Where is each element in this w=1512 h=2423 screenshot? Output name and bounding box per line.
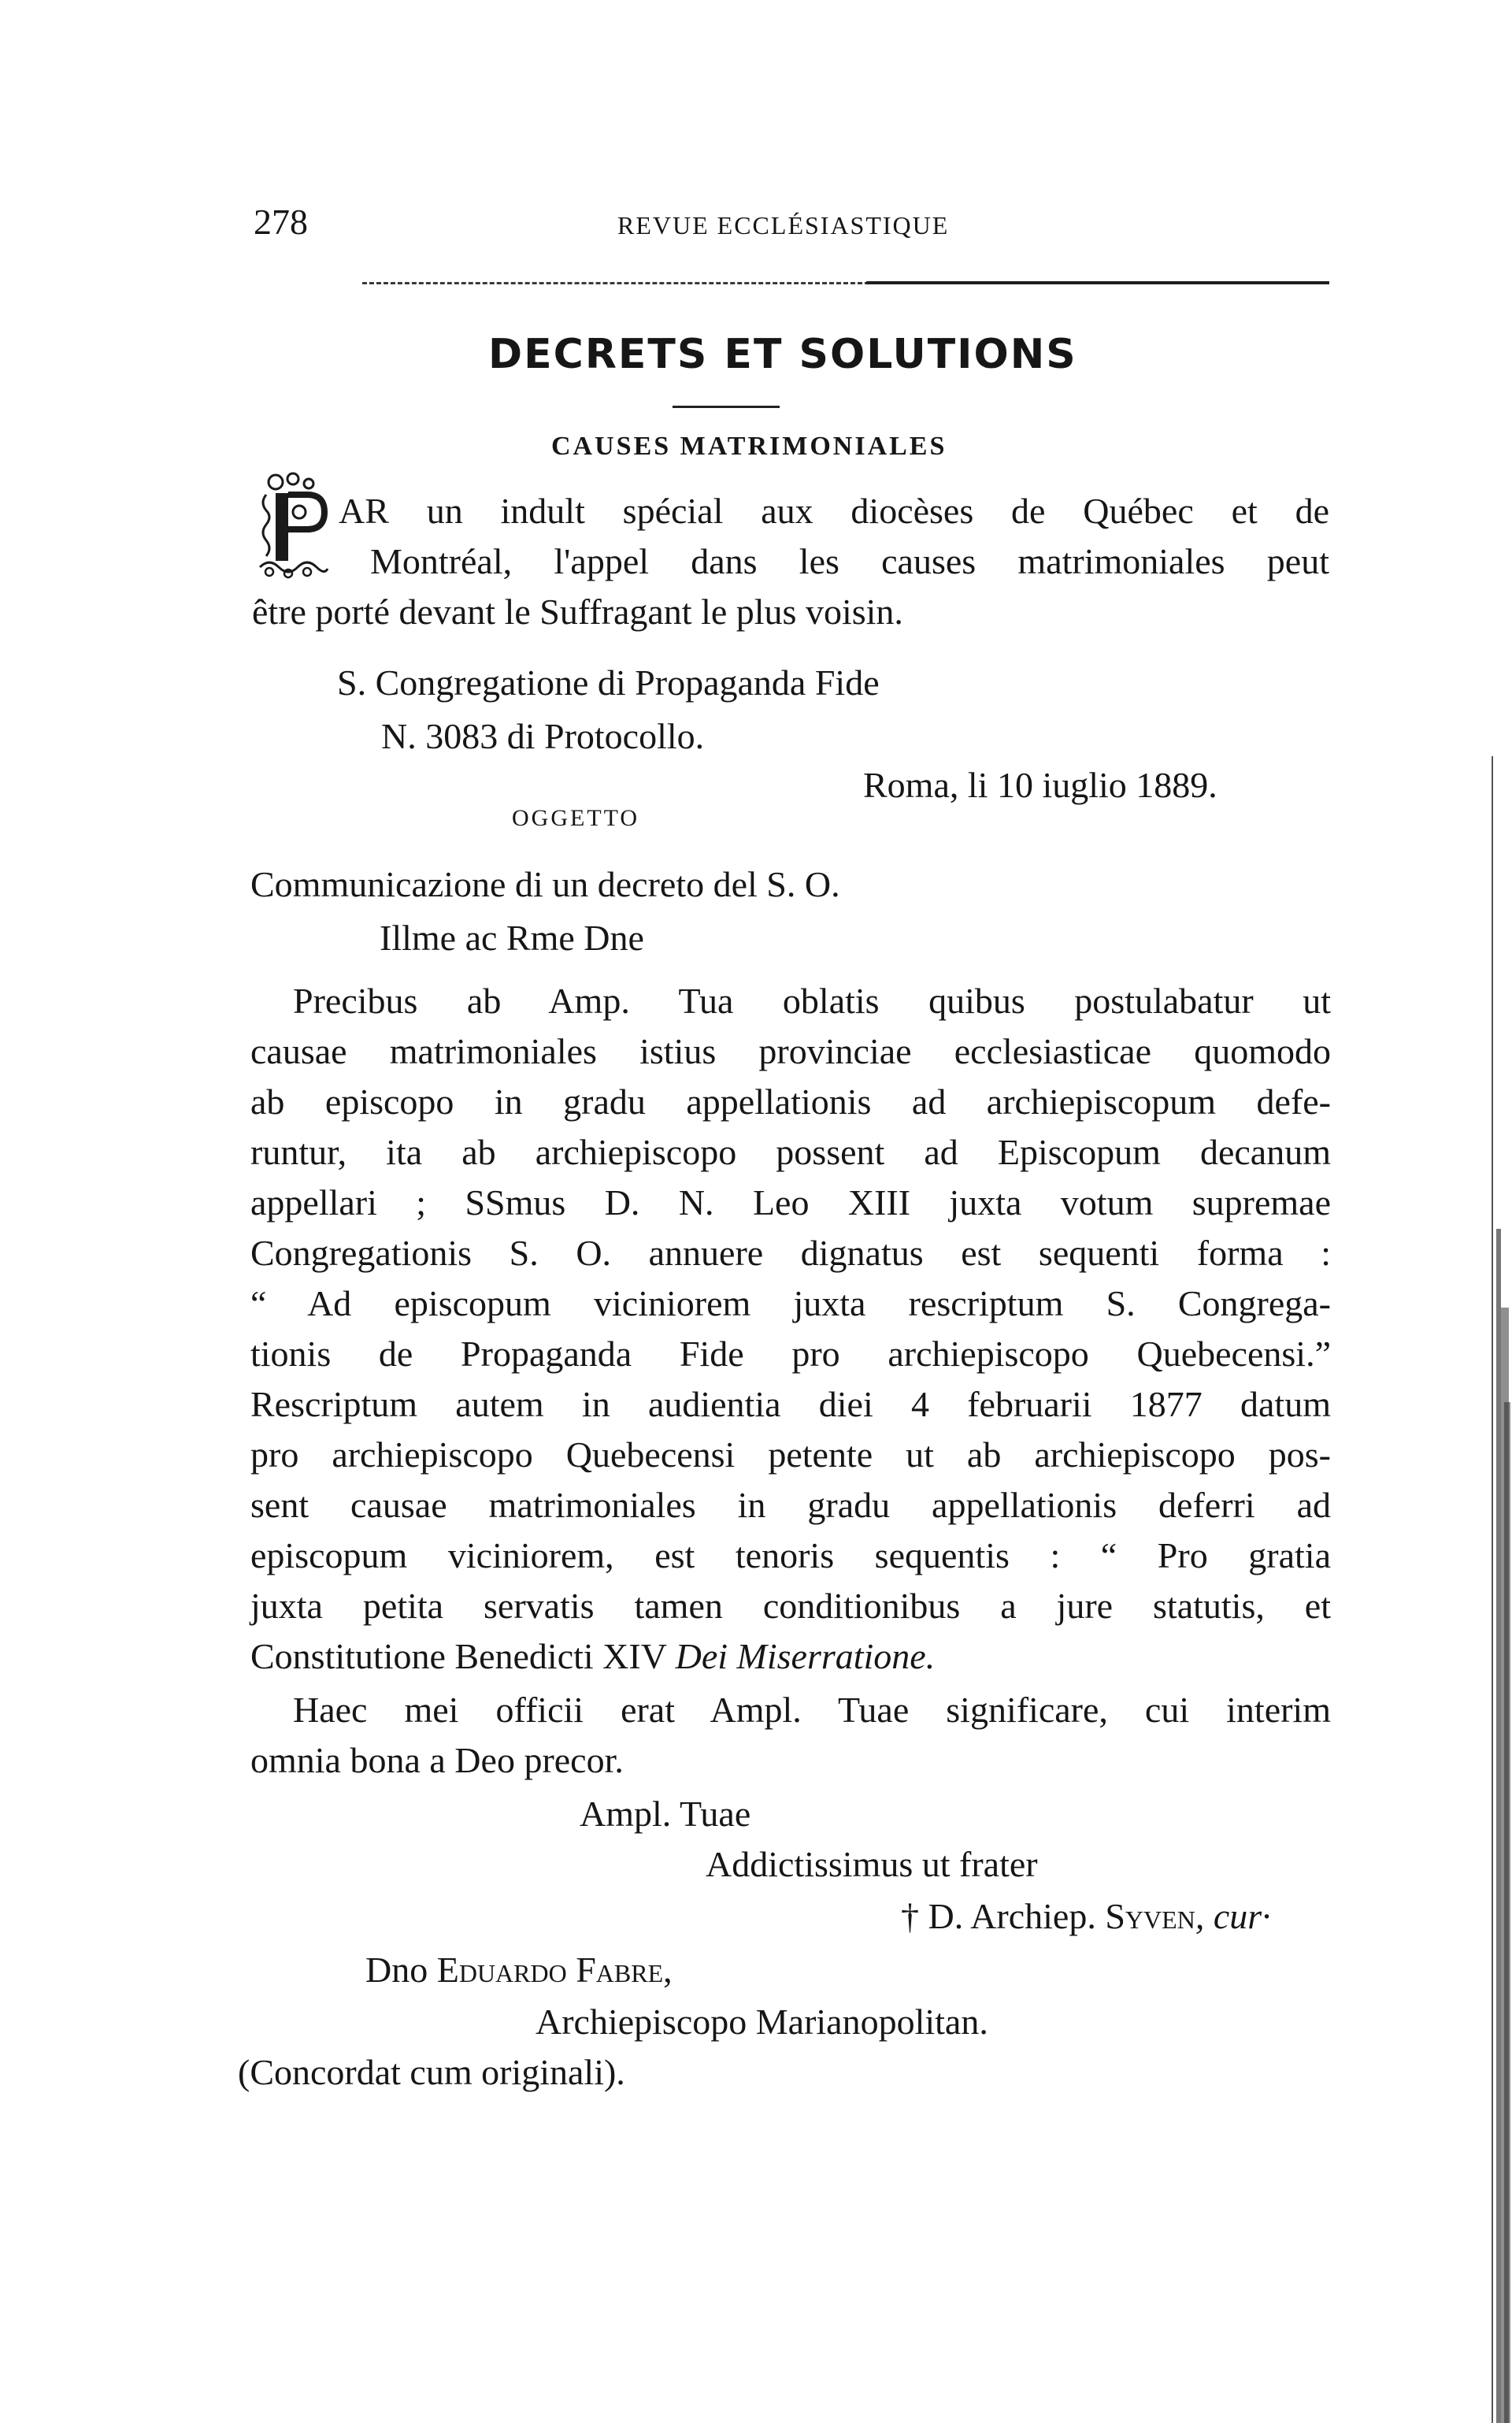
section-title: DECRETS ET SOLUTIONS xyxy=(488,331,1077,378)
body-line-3: ab episcopo in gradu appellationis ad archiepiscopum defe- xyxy=(250,1082,1331,1122)
body-line-1: Precibus ab Amp. Tua oblatis quibus postulabatur ut xyxy=(293,981,1331,1021)
body-line-12: episcopum viciniorem, est tenoris sequentis : “ Pro gratia xyxy=(250,1535,1331,1575)
body-line-14-text: Constitutione Benedicti XIV xyxy=(250,1636,676,1676)
signer-suffix: , cur· xyxy=(1195,1896,1271,1936)
salutation-line: Illme ac Rme Dne xyxy=(380,918,644,958)
running-title: REVUE ECCLÉSIASTIQUE xyxy=(617,211,950,239)
protocol-line: N. 3083 di Protocollo. xyxy=(381,716,705,756)
body-line-8: tionis de Propaganda Fide pro archiepiscopo Quebecensi.” xyxy=(250,1334,1331,1374)
body-line-4: runtur, ita ab archiepiscopo possent ad Episcopum decanum xyxy=(250,1132,1331,1172)
body-line-7: “ Ad episcopum viciniorem juxta rescriptum S. Congrega- xyxy=(250,1283,1331,1323)
intro-line-1: AR un indult spécial aux diocèses de Québec et de xyxy=(339,491,1329,531)
closing-line-1: Haec mei officii erat Ampl. Tuae significare, cui interim xyxy=(293,1690,1331,1730)
addictissimus-line: Addictissimus ut frater xyxy=(706,1844,1038,1884)
intro-line-3: être porté devant le Suffragant le plus voisin. xyxy=(252,592,903,632)
recipient-prefix: Dno xyxy=(365,1950,437,1990)
recipient-name: Eduardo Fabre xyxy=(436,1950,664,1990)
signer-name: Syven xyxy=(1105,1896,1195,1936)
signer-prefix: † D. Archiep. xyxy=(901,1896,1106,1936)
footer-note: (Concordat cum originali). xyxy=(238,2052,625,2092)
page-edge-texture-icon xyxy=(1488,756,1512,2423)
body-line-11: sent causae matrimoniales in gradu appellationis deferri ad xyxy=(250,1485,1331,1525)
body-line-14 xyxy=(250,1635,935,1677)
body-line-6: Congregationis S. O. annuere dignatus est sequenti forma : xyxy=(250,1233,1331,1273)
congregation-line: S. Congregatione di Propaganda Fide xyxy=(337,662,880,703)
body-line-9: Rescriptum autem in audientia diei 4 februarii 1877 datum xyxy=(250,1384,1331,1424)
recipient-title-line: Archiepiscopo Marianopolitan. xyxy=(536,2002,988,2042)
place-date-line: Roma, li 10 iuglio 1889. xyxy=(863,765,1217,805)
recipient-suffix: , xyxy=(663,1950,673,1990)
body-line-13: juxta petita servatis tamen conditionibus a jure statutis, et xyxy=(250,1586,1331,1626)
body-line-2: causae matrimoniales istius provinciae ecclesiasticae quomodo xyxy=(250,1031,1331,1071)
ornamental-drop-cap-icon xyxy=(252,471,331,581)
ampl-tuae-line: Ampl. Tuae xyxy=(580,1794,751,1834)
subsection-title: CAUSES MATRIMONIALES xyxy=(551,432,947,461)
closing-line-2: omnia bona a Deo precor. xyxy=(250,1740,624,1780)
body-line-10: pro archiepiscopo Quebecensi petente ut ab archiepiscopo pos- xyxy=(250,1434,1331,1475)
title-rule xyxy=(673,406,780,408)
body-line-14-italic: Dei Miserratione. xyxy=(675,1636,936,1676)
recipient-line xyxy=(365,1949,673,1991)
intro-line-2: Montréal, l'appel dans les causes matrimoniales peut xyxy=(370,541,1329,581)
signer-line xyxy=(901,1895,1271,1937)
oggetto-label: OGGETTO xyxy=(512,805,640,831)
subject-line: Communicazione di un decreto del S. O. xyxy=(250,864,840,904)
page-number: 278 xyxy=(254,202,308,242)
header-rule-solid xyxy=(866,281,1329,284)
body-line-5: appellari ; SSmus D. N. Leo XIII juxta votum supremae xyxy=(250,1182,1331,1223)
